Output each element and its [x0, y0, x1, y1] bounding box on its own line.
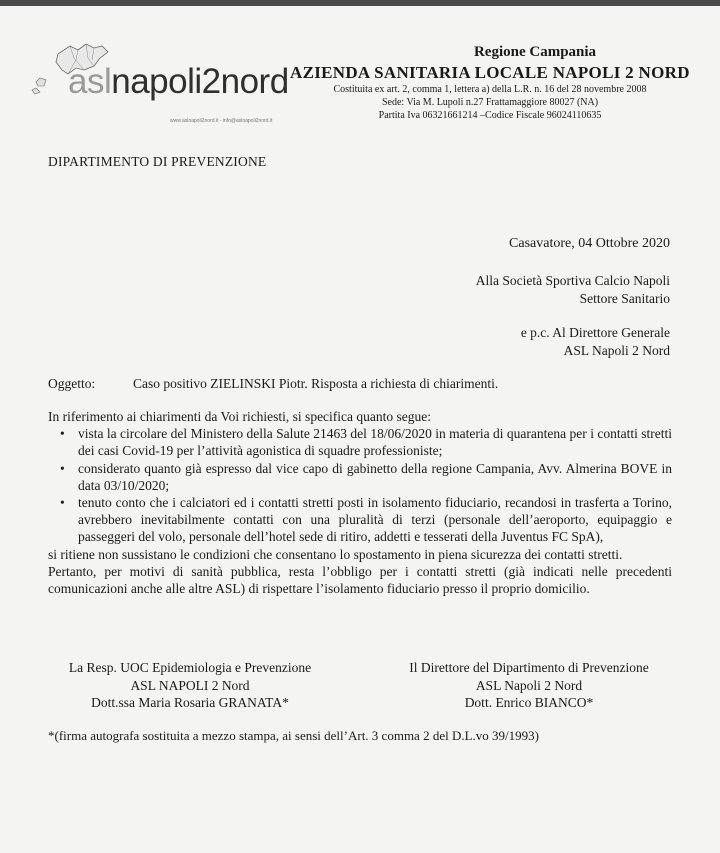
- bullet-list: [48, 425, 672, 545]
- agency-title: AZIENDA SANITARIA LOCALE NAPOLI 2 NORD: [290, 63, 690, 82]
- body-conclusion: si ritiene non sussistano le condizioni che consentano lo spostamento in piena sicurezza dei contatti stretti.: [48, 546, 623, 562]
- recipient-line: Settore Sanitario: [579, 291, 670, 306]
- subject-text: Caso positivo ZIELINSKI Piotr. Risposta a richiesta di chiarimenti.: [133, 376, 499, 391]
- list-item-text: tenuto conto che i calciatori ed i contatti stretti posti in isolamento fiduciario, recandosi in trasferta a Torino, avrebbero inevitabilmente contatti con una pluralità di terzi (personale dell’aeroporto, equipaggio e passeggeri del volo, personale dell’hotel sede di ritiro, addetti e tesserati della Juventus FC SpA),: [78, 495, 672, 545]
- signatory-role: Il Direttore del Dipartimento di Prevenzione: [409, 660, 649, 675]
- bullet-icon: •: [60, 426, 65, 442]
- agency-tax-line: Partita Iva 06321661214 –Codice Fiscale 96024110635: [378, 110, 602, 121]
- recipient-line: Alla Società Sportiva Calcio Napoli: [475, 273, 670, 288]
- subject-label: Oggetto:: [48, 376, 96, 391]
- cc-block: [521, 324, 670, 360]
- signatory-role: La Resp. UOC Epidemiologia e Prevenzione: [68, 660, 312, 675]
- letter-date: Casavatore, 04 Ottobre 2020: [509, 236, 670, 251]
- signatory-org: ASL NAPOLI 2 Nord: [130, 677, 250, 693]
- letter-body: [48, 408, 672, 597]
- logo-wordmark: [68, 62, 289, 102]
- letterhead: [260, 44, 690, 122]
- body-intro: In riferimento ai chiarimenti da Voi richiesti, si specifica quanto segue:: [48, 409, 432, 424]
- subject-line: [48, 376, 498, 392]
- list-item: [48, 494, 672, 546]
- bullet-icon: •: [60, 495, 65, 511]
- signatory-org: ASL Napoli 2 Nord: [475, 677, 583, 693]
- body-closing: Pertanto, per motivi di sanità pubblica, resta l’obbligo per i contatti stretti (già indicati nelle precedenti comunicazioni anche alle altre ASL) di rispettare l’isolamento fiduciario presso il proprio domicilio.: [48, 563, 672, 597]
- document-page: [0, 6, 720, 853]
- list-item-text: considerato quanto già espresso dal vice capo di gabinetto della regione Campania, Avv. Almerina BOVE in data 03/10/2020;: [78, 460, 672, 493]
- logo-asl-text: asl: [68, 62, 112, 101]
- agency-legal-line: Costituita ex art. 2, comma 1, lettera a) della L.R. n. 16 del 28 novembre 2008: [333, 84, 647, 95]
- logo-website: www.aslnapoli2nord.it - info@aslnapoli2nord.it: [170, 118, 273, 124]
- cc-line: ASL Napoli 2 Nord: [563, 343, 670, 358]
- cc-line: e p.c. Al Direttore Generale: [520, 325, 670, 340]
- recipient-block: [476, 272, 670, 308]
- region-title: Regione Campania: [473, 44, 597, 60]
- department-title: DIPARTIMENTO DI PREVENZIONE: [48, 154, 267, 169]
- bullet-icon: •: [60, 460, 65, 476]
- signatory-name: Dott.ssa Maria Rosaria GRANATA*: [91, 695, 289, 710]
- list-item: [48, 460, 672, 494]
- footnote: *(firma autografa sostituita a mezzo stampa, ai sensi dell’Art. 3 comma 2 del D.L.vo 39/1993): [48, 728, 539, 743]
- signatory-name: Dott. Enrico BIANCO*: [464, 695, 594, 710]
- list-item-text: vista la circolare del Ministero della Salute 21463 del 18/06/2020 in materia di quarantena per i contatti stretti dei casi Covid-19 per l’attività agonistica di squadre professioniste;: [78, 426, 672, 459]
- list-item: [48, 425, 672, 459]
- agency-address-line: Sede: Via M. Lupoli n.27 Frattamaggiore 80027 (NA): [381, 97, 599, 108]
- signature-left: [50, 659, 330, 712]
- signature-right: [386, 659, 672, 712]
- logo-name-text: napoli2nord: [111, 62, 289, 101]
